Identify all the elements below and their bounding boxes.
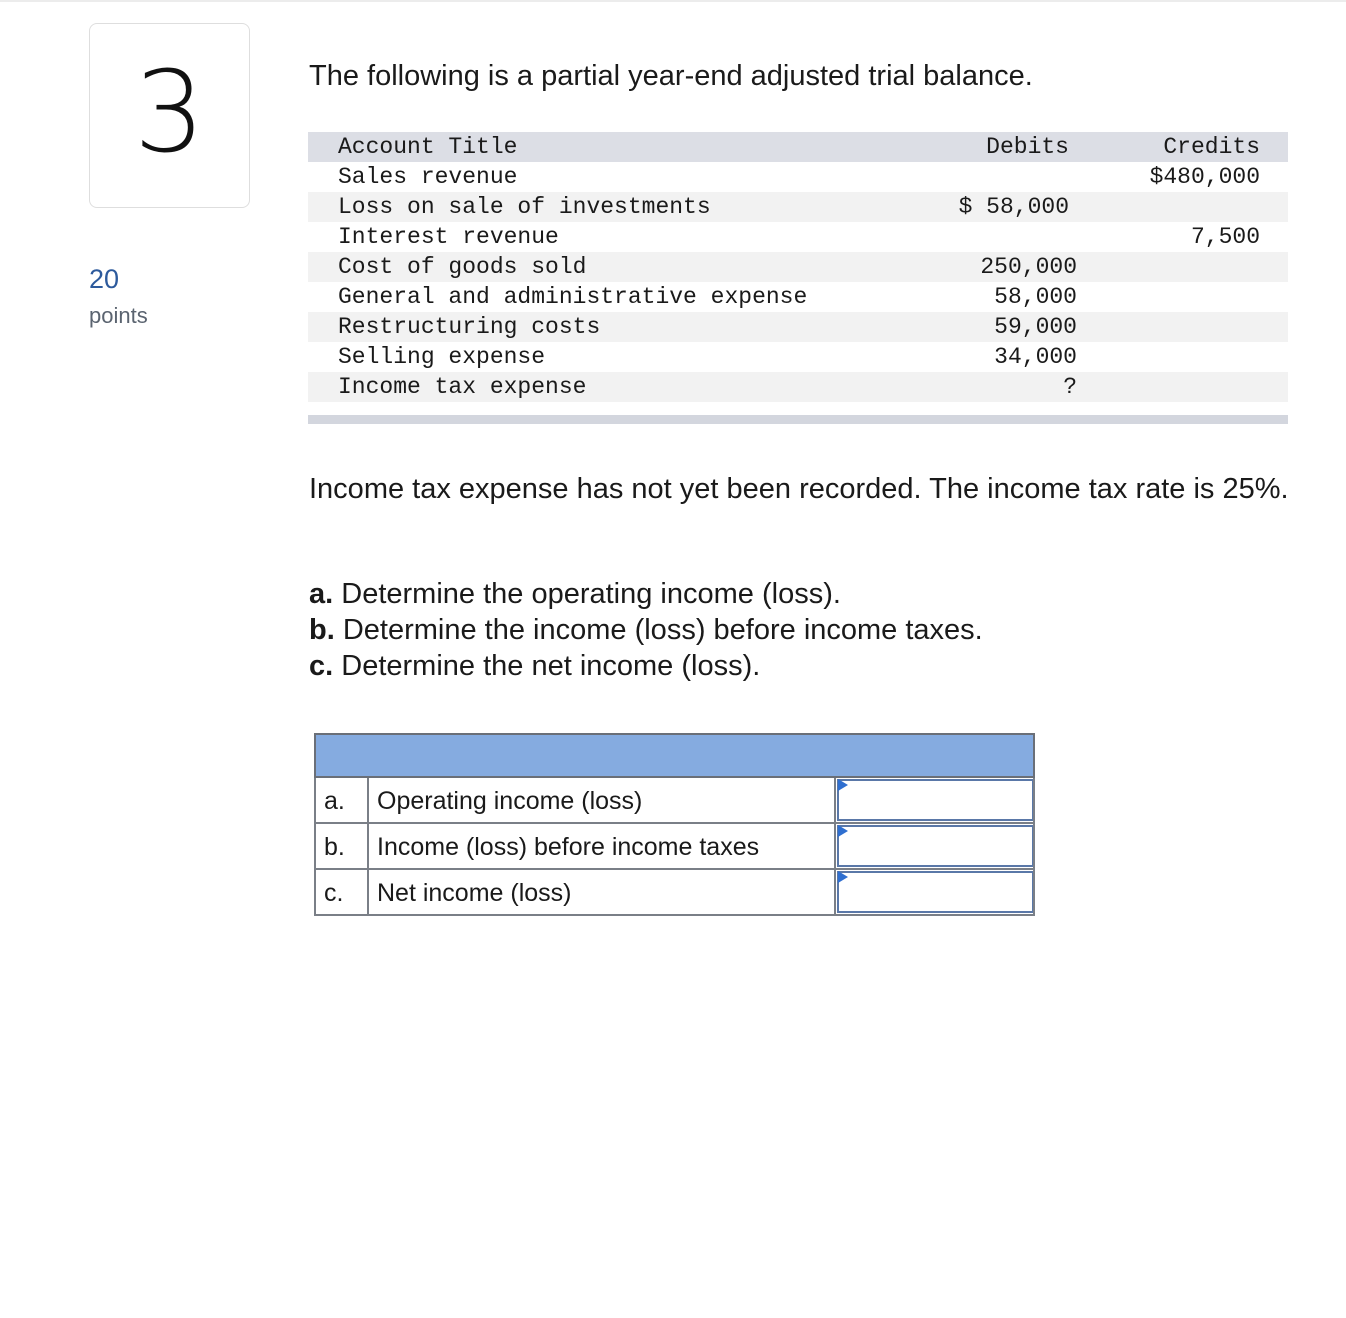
header-credits: Credits [1163, 134, 1260, 160]
trial-balance-row [308, 312, 1288, 342]
answer-row-letter: c. [316, 870, 369, 914]
answer-cell [836, 870, 1035, 914]
flag-marker-icon [838, 871, 848, 883]
trial-balance-row [308, 252, 1288, 282]
answer-row [314, 870, 1035, 916]
answer-cell [836, 824, 1035, 868]
answer-row-label: Operating income (loss) [369, 778, 836, 822]
task-text: Determine the income (loss) before income taxes. [342, 614, 983, 646]
account-title: General and administrative expense [338, 284, 808, 310]
points-label: points [89, 303, 148, 328]
account-title: Sales revenue [338, 164, 518, 190]
trial-balance-row [308, 192, 1288, 222]
answer-cell [836, 778, 1035, 822]
task-list [309, 576, 983, 684]
trial-balance-row [308, 222, 1288, 252]
debit-amount: $ 58,000 [958, 194, 1069, 220]
income-before-taxes-input[interactable] [837, 825, 1034, 867]
answer-row-letter: a. [316, 778, 369, 822]
answer-row-letter: b. [316, 824, 369, 868]
answer-row [314, 778, 1035, 824]
header-debits: Debits [986, 134, 1069, 160]
credit-amount: 7,500 [1190, 224, 1260, 250]
account-title: Restructuring costs [338, 314, 601, 340]
debit-amount: 59,000 [994, 314, 1077, 340]
task-letter: c. [309, 650, 334, 682]
debit-amount: 250,000 [980, 254, 1077, 280]
task-item [309, 576, 983, 612]
account-title: Interest revenue [338, 224, 559, 250]
debit-amount: ? [1063, 374, 1077, 400]
flag-marker-icon [838, 825, 848, 837]
trial-balance-footer-bar [308, 415, 1288, 424]
trial-balance-row [308, 342, 1288, 372]
trial-balance-row [308, 282, 1288, 312]
task-text: Determine the net income (loss). [341, 650, 761, 682]
flag-marker-icon [838, 779, 848, 791]
account-title: Income tax expense [338, 374, 587, 400]
operating-income-input[interactable] [837, 779, 1034, 821]
account-title: Loss on sale of investments [338, 194, 711, 220]
task-letter: b. [309, 614, 335, 646]
net-income-input[interactable] [837, 871, 1034, 913]
task-item [309, 612, 983, 648]
trial-balance-row [308, 162, 1288, 192]
trial-balance-header-row [308, 132, 1288, 162]
credit-amount: $480,000 [1149, 164, 1260, 190]
header-account-title: Account Title [338, 134, 518, 160]
account-title: Cost of goods sold [338, 254, 587, 280]
task-text: Determine the operating income (loss). [341, 578, 841, 610]
answer-table [314, 733, 1035, 916]
debit-amount: 34,000 [994, 344, 1077, 370]
answer-row [314, 824, 1035, 870]
task-letter: a. [309, 578, 334, 610]
debit-amount: 58,000 [994, 284, 1077, 310]
answer-row-label: Income (loss) before income taxes [369, 824, 836, 868]
task-item [309, 648, 983, 684]
tax-rate-paragraph: Income tax expense has not yet been recorded. The income tax rate is 25%. [309, 473, 1289, 505]
account-title: Selling expense [338, 344, 546, 370]
question-number: 3 [133, 47, 206, 178]
top-divider [0, 0, 1346, 2]
trial-balance-row [308, 372, 1288, 402]
points-value: 20 [89, 264, 120, 294]
question-number-card [89, 23, 250, 208]
answer-table-header [314, 733, 1035, 778]
trial-balance-table [308, 132, 1288, 402]
question-intro: The following is a partial year-end adjusted trial balance. [309, 60, 1033, 92]
answer-row-label: Net income (loss) [369, 870, 836, 914]
